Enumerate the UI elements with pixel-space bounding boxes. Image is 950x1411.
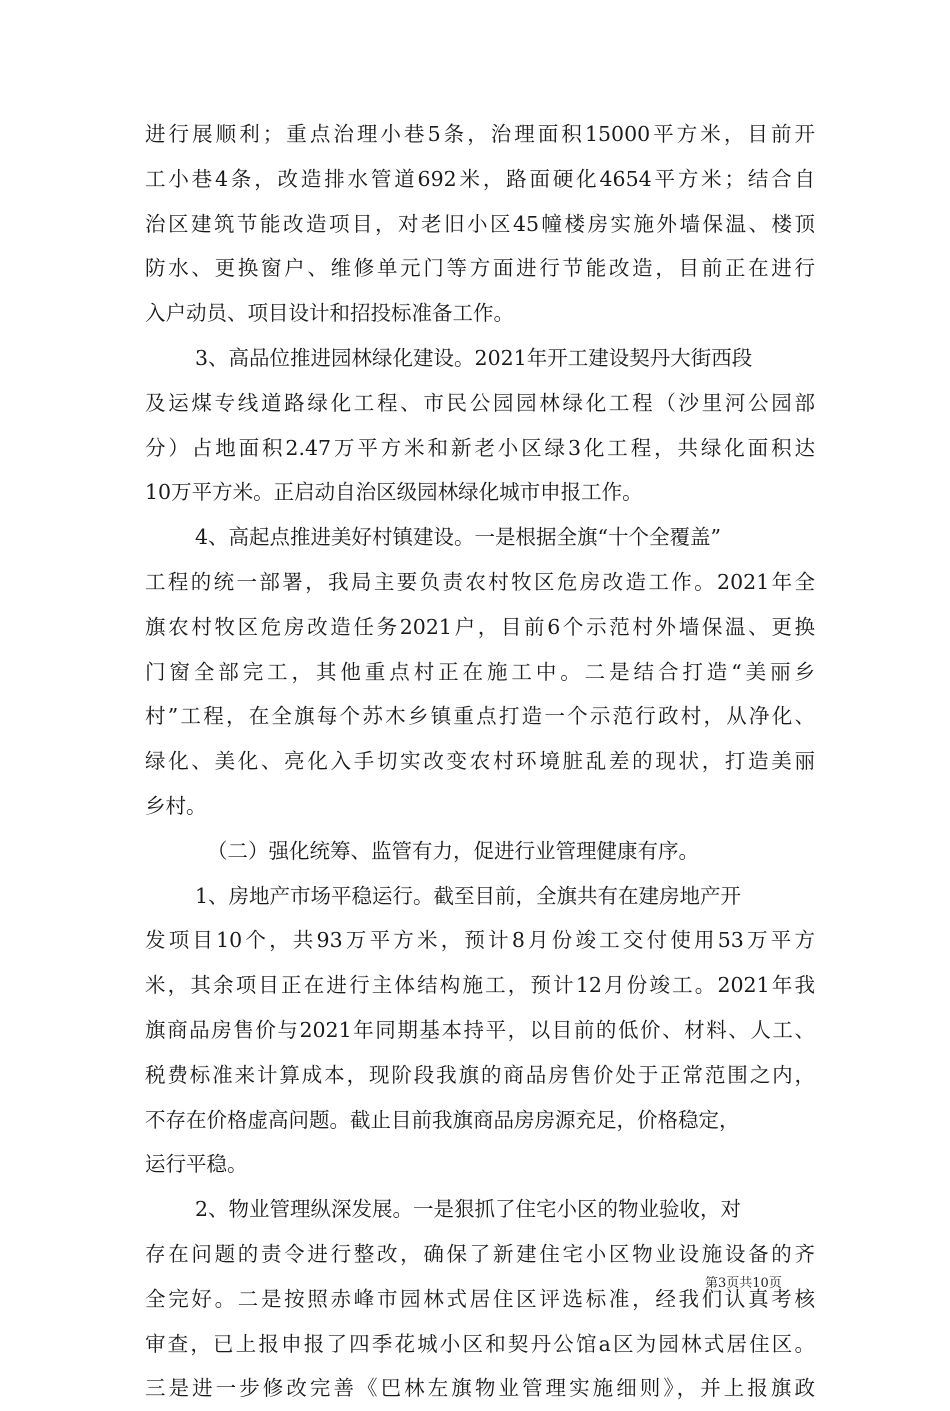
page-number-footer: 第3页共10页	[705, 1276, 782, 1291]
text-line: 入户动员、项目设计和招投标准备工作。	[145, 301, 514, 326]
text-line: 全完好。二是按照赤峰市园林式居住区评选标准，经我们认真考核	[145, 1286, 815, 1311]
paragraph-start-line: 4、高起点推进美好村镇建设。一是根据全旗“十个全覆盖”	[195, 525, 722, 550]
paragraph-start-line: 1、房地产市场平稳运行。截至目前，全旗共有在建房地产开	[195, 883, 742, 908]
text-line: 分）占地面积2.47万平方米和新老小区绿3化工程，共绿化面积达	[145, 435, 815, 460]
text-line: 不存在价格虚高问题。截止目前我旗商品房房源充足，价格稳定，	[145, 1107, 740, 1132]
text-line: 工小巷4条，改造排水管道692米，路面硬化4654平方米；结合自	[145, 166, 815, 191]
text-line: 防水、更换窗户、维修单元门等方面进行节能改造，目前正在进行	[145, 256, 815, 281]
text-line: 治区建筑节能改造项目，对老旧小区45幢楼房实施外墙保温、楼顶	[145, 211, 815, 236]
text-line: 发项目10个，共93万平方米，预计8月份竣工交付使用53万平方	[145, 928, 815, 953]
text-line: 审查，已上报申报了四季花城小区和契丹公馆a区为园林式居住区。	[145, 1331, 815, 1356]
text-line: 三是进一步修改完善《巴林左旗物业管理实施细则》，并上报旗政	[145, 1376, 815, 1401]
text-line: 门窗全部完工，其他重点村正在施工中。二是结合打造“美丽乡	[145, 659, 815, 684]
text-line: 旗商品房售价与2021年同期基本持平，以目前的低价、材料、人工、	[145, 1017, 815, 1042]
text-line: 绿化、美化、亮化入手切实改变农村环境脏乱差的现状，打造美丽	[145, 749, 815, 774]
text-line: 运行平稳。	[145, 1152, 248, 1177]
paragraph-start-line: 2、物业管理纵深发展。一是狠抓了住宅小区的物业验收，对	[195, 1197, 742, 1222]
text-line: 10万平方米。正启动自治区级园林绿化城市申报工作。	[145, 480, 643, 505]
body-text	[145, 112, 815, 1411]
text-line: 及运煤专线道路绿化工程、市民公园园林绿化工程（沙里河公园部	[145, 390, 815, 415]
text-line: 税费标准来计算成本，现阶段我旗的商品房售价处于正常范围之内，	[145, 1062, 815, 1087]
section-heading: （二）强化统筹、监管有力，促进行业管理健康有序。	[207, 838, 699, 863]
text-line: 存在问题的责令进行整改，确保了新建住宅小区物业设施设备的齐	[145, 1241, 815, 1266]
text-line: 米，其余项目正在进行主体结构施工，预计12月份竣工。2021年我	[145, 973, 815, 998]
text-line: 乡村。	[145, 793, 207, 818]
text-line: 工程的统一部署，我局主要负责农村牧区危房改造工作。2021年全	[145, 569, 815, 594]
text-line: 进行展顺利；重点治理小巷5条，治理面积15000平方米，目前开	[145, 122, 815, 146]
text-line: 村”工程，在全旗每个苏木乡镇重点打造一个示范行政村，从净化、	[145, 704, 815, 729]
text-line: 旗农村牧区危房改造任务2021户，目前6个示范村外墙保温、更换	[145, 614, 815, 639]
paragraph-start-line: 3、高品位推进园林绿化建设。2021年开工建设契丹大街西段	[195, 345, 753, 370]
